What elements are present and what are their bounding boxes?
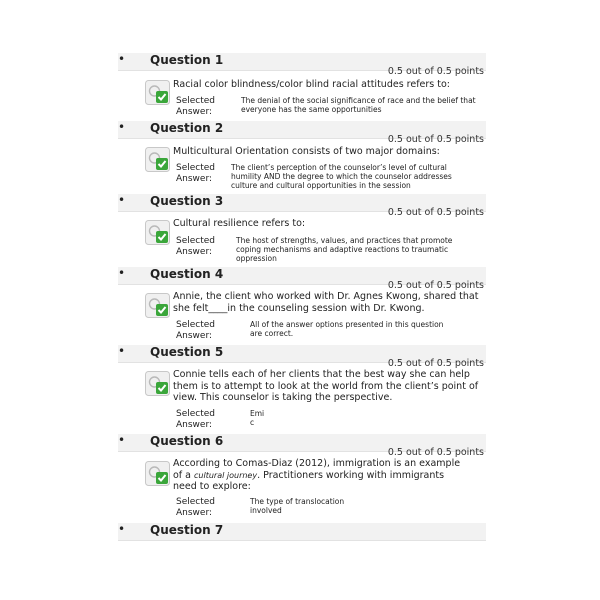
question-title: Question 7 (150, 523, 224, 537)
selected-answer-text: The type of translocation involved (250, 497, 345, 515)
question-header (118, 523, 486, 541)
score-text: 0.5 out of 0.5 points (387, 66, 484, 77)
selected-answer-text: The host of strengths, values, and practices that promote coping mechanisms and adaptive reactions to traumatic oppression (236, 236, 453, 263)
bullet: • (118, 120, 126, 134)
correct-check-icon (145, 371, 170, 396)
bullet: • (118, 344, 126, 358)
score-text: 0.5 out of 0.5 points (387, 447, 484, 458)
question-text: Racial color blindness/color blind racial attitudes refers to: (173, 79, 451, 90)
correct-check-icon (145, 220, 170, 245)
question-text: Multicultural Orientation consists of two major domains: (173, 146, 440, 157)
selected-answer-label: Selected Answer: (176, 236, 216, 257)
selected-answer-text: All of the answer options presented in this question are correct. (250, 320, 444, 338)
selected-answer-label: Selected Answer: (176, 409, 216, 430)
selected-answer-text: Emi c (250, 409, 265, 427)
question-text: According to Comas-Diaz (2012), immigration is an example of a cultural journey. Practitioners working with immigrants need to explore: (173, 458, 461, 492)
bullet: • (118, 52, 126, 66)
selected-answer-label: Selected Answer: (176, 497, 216, 518)
score-text: 0.5 out of 0.5 points (387, 280, 484, 291)
question-text: Connie tells each of her clients that the best way she can help them is to attempt to look at the world from the client’s point of view. This counselor is taking the perspective. (173, 369, 479, 403)
question-text: Cultural resilience refers to: (173, 218, 306, 229)
selected-answer-label: Selected Answer: (176, 163, 216, 184)
question-text: Annie, the client who worked with Dr. Agnes Kwong, shared that she felt____in the counseling session with Dr. Kwong. (173, 291, 479, 314)
correct-check-icon (145, 80, 170, 105)
correct-check-icon (145, 461, 170, 486)
correct-check-icon (145, 147, 170, 172)
question-title: Question 3 (150, 194, 224, 208)
score-text: 0.5 out of 0.5 points (387, 134, 484, 145)
question-title: Question 6 (150, 434, 224, 448)
bullet: • (118, 522, 126, 536)
bullet: • (118, 266, 126, 280)
question-title: Question 5 (150, 345, 224, 359)
selected-answer-text: The client’s perception of the counselor’s level of cultural humility AND the degree to which the counselor addresses culture and cultural opportunities in the session (231, 163, 452, 190)
bullet: • (118, 193, 126, 207)
bullet: • (118, 433, 126, 447)
selected-answer-label: Selected Answer: (176, 320, 216, 341)
question-title: Question 4 (150, 267, 224, 281)
question-title: Question 2 (150, 121, 224, 135)
score-text: 0.5 out of 0.5 points (387, 358, 484, 369)
correct-check-icon (145, 293, 170, 318)
selected-answer-label: Selected Answer: (176, 96, 216, 117)
question-title: Question 1 (150, 53, 224, 67)
selected-answer-text: The denial of the social significance of race and the belief that everyone has the same opportunities (241, 96, 476, 114)
score-text: 0.5 out of 0.5 points (387, 207, 484, 218)
